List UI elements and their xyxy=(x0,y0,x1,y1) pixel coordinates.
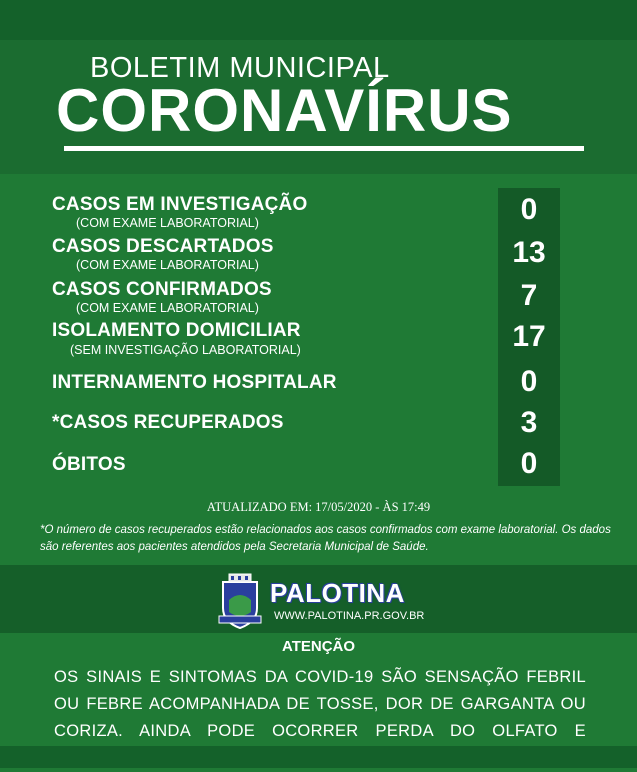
city-crest-icon xyxy=(215,572,265,630)
attention-title: ATENÇÃO xyxy=(281,638,356,655)
stat-label-discarded: CASOS DESCARTADOS xyxy=(52,236,274,257)
stat-value-investigation: 0 xyxy=(520,193,538,226)
stat-value-confirmed: 7 xyxy=(520,279,538,312)
stat-note-home-isolation: (SEM INVESTIGAÇÃO LABORATORIAL) xyxy=(70,343,301,357)
brand-name: PALOTINA xyxy=(270,578,405,608)
stat-label-investigation: CASOS EM INVESTIGAÇÃO xyxy=(52,194,308,215)
stat-value-deaths: 0 xyxy=(520,447,538,480)
stat-label-confirmed: CASOS CONFIRMADOS xyxy=(52,279,272,300)
stat-label-home-isolation: ISOLAMENTO DOMICILIAR xyxy=(52,320,301,341)
updated-timestamp: ATUALIZADO EM: 17/05/2020 - ÀS 17:49 xyxy=(206,500,431,514)
bottom-strip xyxy=(0,746,637,768)
stat-note-investigation: (COM EXAME LABORATORIAL) xyxy=(76,216,259,230)
stat-note-confirmed: (COM EXAME LABORATORIAL) xyxy=(76,301,259,315)
attention-text: OS SINAIS E SINTOMAS DA COVID-19 SÃO SENSAÇÃO FEBRIL OU FEBRE ACOMPANHADA DE TOSSE, DOR DE GARGANTA OU CORIZA. AINDA PODE OCORRER PERDA DO OLFATO E xyxy=(54,668,586,740)
bulletin-subtitle: BOLETIM MUNICIPAL xyxy=(90,52,390,84)
stat-note-discarded: (COM EXAME LABORATORIAL) xyxy=(76,258,259,272)
title-underline xyxy=(64,146,584,151)
brand-website[interactable]: WWW.PALOTINA.PR.GOV.BR xyxy=(274,610,425,622)
stat-label-hospitalized: INTERNAMENTO HOSPITALAR xyxy=(52,372,337,393)
stat-value-recovered: 3 xyxy=(520,406,538,439)
footnote: *O número de casos recuperados estão relacionados aos casos confirmados com exame laboratorial. Os dados são referentes aos pacientes atendidos pela Secretaria Municipal de Saúde. xyxy=(40,524,611,553)
stat-value-hospitalized: 0 xyxy=(520,365,538,398)
stat-value-home-isolation: 17 xyxy=(512,320,546,353)
bulletin-title: CORONAVÍRUS xyxy=(56,77,513,144)
stat-value-discarded: 13 xyxy=(512,236,546,269)
stat-label-recovered: *CASOS RECUPERADOS xyxy=(52,412,284,433)
stat-label-deaths: ÓBITOS xyxy=(52,454,126,475)
top-strip xyxy=(0,0,637,40)
